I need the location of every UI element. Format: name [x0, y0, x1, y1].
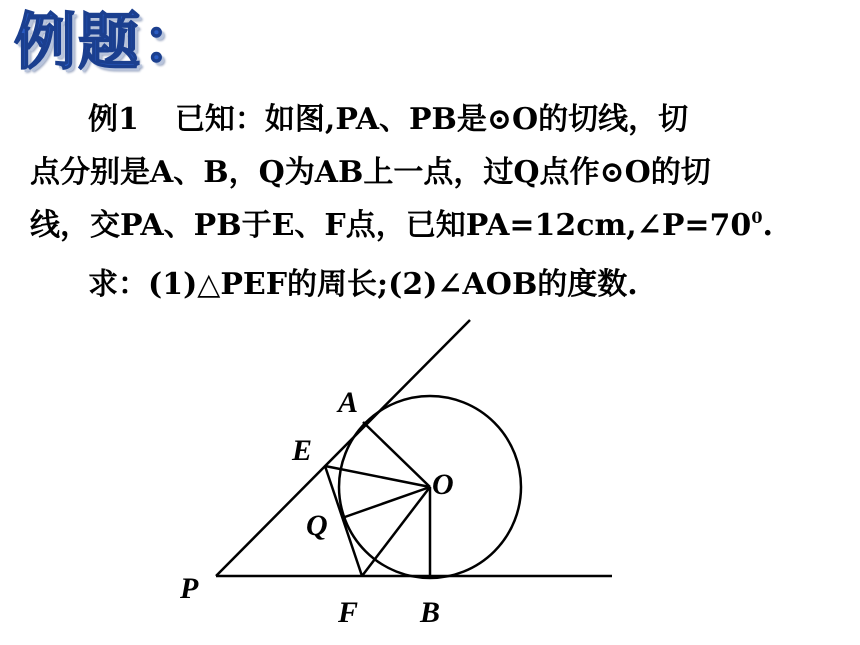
- tangent-line-pa: [216, 320, 470, 576]
- label-q: Q: [306, 509, 328, 542]
- tangent-line-ef: [325, 466, 362, 576]
- label-o: O: [432, 468, 454, 501]
- degree-superscript: 0: [751, 208, 763, 227]
- page-title: 例题：: [14, 5, 207, 78]
- segment-of: [362, 487, 430, 576]
- label-b: B: [420, 596, 441, 629]
- problem-line-2: 点分别是A、B，Q为AB上一点，过Q点作⊙O的切: [30, 155, 711, 190]
- label-a: A: [338, 386, 359, 419]
- problem-line-3-end: .: [762, 208, 773, 243]
- label-p: P: [180, 572, 199, 605]
- segment-oa: [363, 422, 430, 487]
- problem-question: 求：(1)△PEF的周长;(2)∠AOB的度数.: [88, 267, 638, 302]
- problem-line-1-text: 已知：如图,PA、PB是⊙O的切线，切: [174, 102, 689, 137]
- example-number: 例1: [88, 102, 139, 137]
- label-f: F: [338, 596, 359, 629]
- problem-line-3-text: 线，交PA、PB于E、F点，已知PA=12cm,∠P=70: [30, 208, 752, 243]
- label-e: E: [292, 434, 313, 467]
